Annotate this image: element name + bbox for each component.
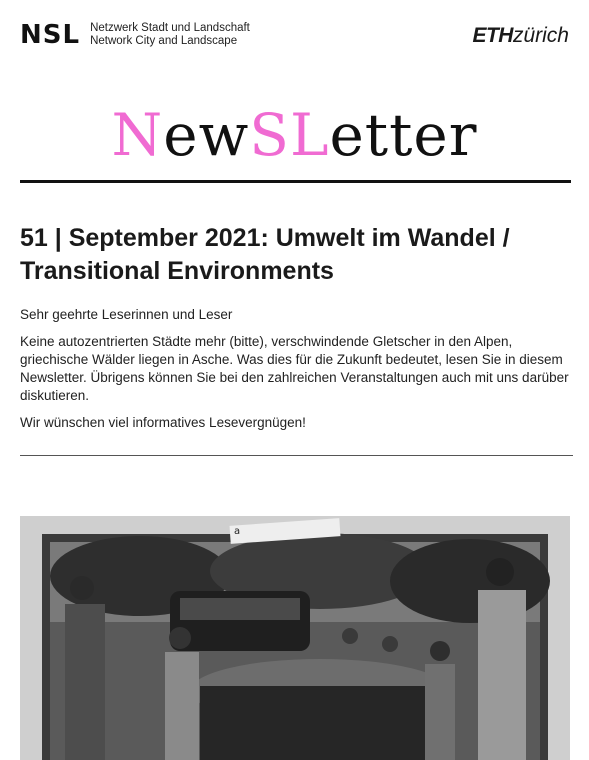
historic-photo[interactable] xyxy=(20,516,570,760)
nsl-tagline xyxy=(90,22,250,48)
nsl-mark: NSL xyxy=(20,20,81,50)
eth-logo-zurich: zürich xyxy=(512,24,569,47)
section-divider xyxy=(20,455,573,456)
intro-paragraph: Keine autozentrierten Städte mehr (bitte), verschwindende Gletscher in den Alpen, griechische Wälder liegen in Asche. Was dies für die Zukunft bedeutet, lesen Sie in diesem Newsletter. Übrigens können Sie bei den zahlreichen Veranstaltungen auch mit uns darüber diskutieren. xyxy=(20,334,569,403)
eth-zurich-logo[interactable] xyxy=(472,24,569,48)
article-title: 51 | September 2021: Umwelt im Wandel / Transitional Environments xyxy=(20,224,510,285)
newsletter-masthead xyxy=(0,102,589,168)
closing-text: Wir wünschen viel informatives Lesevergnügen! xyxy=(20,415,306,430)
photo-tag-text: a xyxy=(234,526,241,537)
nsl-tagline-en: Network City and Landscape xyxy=(90,35,238,47)
masthead-letter-n: N xyxy=(111,101,164,169)
nsl-logo[interactable] xyxy=(20,20,250,50)
masthead-divider xyxy=(20,180,571,183)
greeting-text: Sehr geehrte Leserinnen und Leser xyxy=(20,307,233,322)
header xyxy=(20,20,569,54)
masthead-ew: ew xyxy=(163,101,250,169)
nsl-tagline-de: Netzwerk Stadt und Landschaft xyxy=(90,22,250,34)
masthead-sl: SL xyxy=(249,101,330,169)
masthead-etter: etter xyxy=(329,101,478,169)
eth-logo-bold: ETH xyxy=(472,24,513,47)
photo-illustration xyxy=(20,516,570,760)
